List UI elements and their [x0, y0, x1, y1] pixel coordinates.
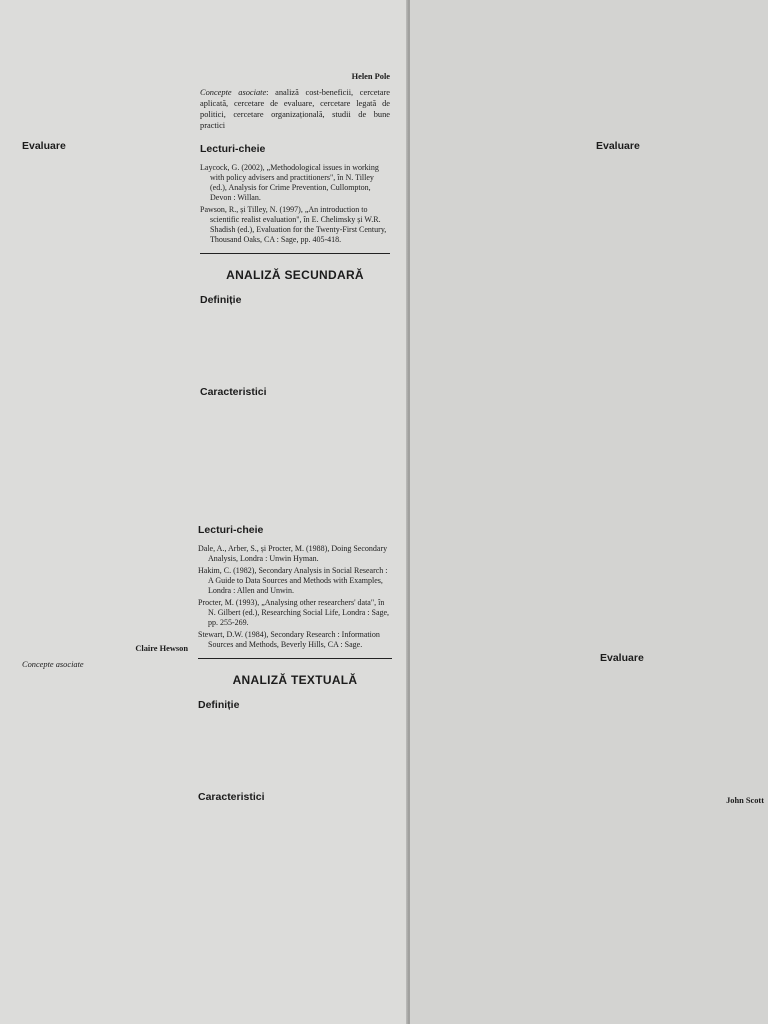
bottom-right-column-2 [600, 520, 764, 1020]
concepts-associated [200, 87, 390, 131]
heading-lecturi-cheie: Lecturi-cheie [200, 143, 266, 155]
body-text [596, 8, 762, 128]
author-signature: Helen Pole [351, 72, 390, 81]
reference-item: Stewart, D.W. (1984), Secondary Research : Information Sources and Methods, Beverly Hills, CA : Sage. [198, 630, 380, 649]
body-text [424, 8, 586, 128]
heading-caracteristici: Caracteristici [200, 386, 267, 398]
bottom-left-page [0, 512, 408, 1024]
body-text [200, 8, 390, 68]
top-right-page [410, 0, 768, 512]
top-left-column-2 [200, 8, 390, 508]
body-text [600, 672, 764, 792]
body-text [424, 520, 590, 640]
heading-evaluare: Evaluare [596, 140, 640, 152]
heading-evaluare: Evaluare [22, 140, 66, 152]
body-text [22, 8, 194, 128]
body-text [200, 314, 390, 374]
bottom-spread [0, 512, 768, 1024]
section-title: ANALIZĂ SECUNDARĂ [226, 268, 364, 282]
body-text [200, 406, 390, 466]
concepts-associated [22, 659, 188, 670]
top-right-column-1 [424, 8, 586, 508]
body-text [22, 160, 194, 280]
reference-item: Procter, M. (1993), „Analysing other researchers' data", în N. Gilbert (ed.), Researching Social Life, Londra : Sage, pp. 255-269. [198, 598, 390, 627]
top-left-column-1 [22, 8, 194, 508]
section-title: ANALIZĂ TEXTUALĂ [232, 673, 358, 687]
body-text [198, 719, 392, 779]
reference-item: Dale, A., Arber, S., și Procter, M. (1988), Doing Secondary Analysis, Londra : Unwin Hyman. [198, 544, 388, 563]
body-text [198, 811, 392, 871]
section-rule [200, 253, 390, 254]
concepts-text: : analiză cost-beneficii, cercetare aplicată, cercetare de evaluare, cercetare legată de politici, cercetare organizațională, studii de bune practici [200, 88, 390, 130]
body-text [22, 520, 188, 640]
heading-definitie: Definiție [198, 699, 240, 711]
heading-caracteristici: Caracteristici [198, 791, 265, 803]
section-rule [198, 658, 392, 659]
top-right-column-2 [596, 8, 762, 508]
heading-lecturi-cheie: Lecturi-cheie [198, 524, 264, 536]
concepts-label: Concepte asociate [22, 660, 84, 669]
reference-item: Pawson, R., și Tilley, N. (1997), „An introduction to scientific realist evaluation", în E. Chelimsky și W.R. Shadish (ed.), Evaluation for the Twenty-First Century, Thousand Oaks, CA : Sage, pp. 405-418. [200, 205, 387, 244]
concepts-label: Concepte asociate [200, 88, 267, 97]
body-text [600, 520, 764, 640]
bottom-right-page [410, 512, 768, 1024]
body-text [596, 160, 762, 280]
top-left-page [0, 0, 408, 512]
reference-item: Hakim, C. (1982), Secondary Analysis in Social Research : A Guide to Data Sources and Methods with Examples, Londra : Allen and Unwin. [198, 566, 388, 595]
bottom-left-column-1 [22, 520, 188, 1020]
author-signature: Claire Hewson [135, 644, 188, 653]
reference-item: Laycock, G. (2002), „Methodological issues in working with policy advisers and practitioners", în N. Tilley (ed.), Analysis for Crime Prevention, Cullompton, Devon : Willan. [200, 163, 379, 202]
heading-evaluare: Evaluare [600, 652, 644, 664]
author-signature: John Scott [726, 796, 764, 805]
bottom-left-column-2 [198, 520, 392, 1020]
bottom-right-column-1 [424, 520, 590, 1020]
heading-definitie: Definiție [200, 294, 242, 306]
